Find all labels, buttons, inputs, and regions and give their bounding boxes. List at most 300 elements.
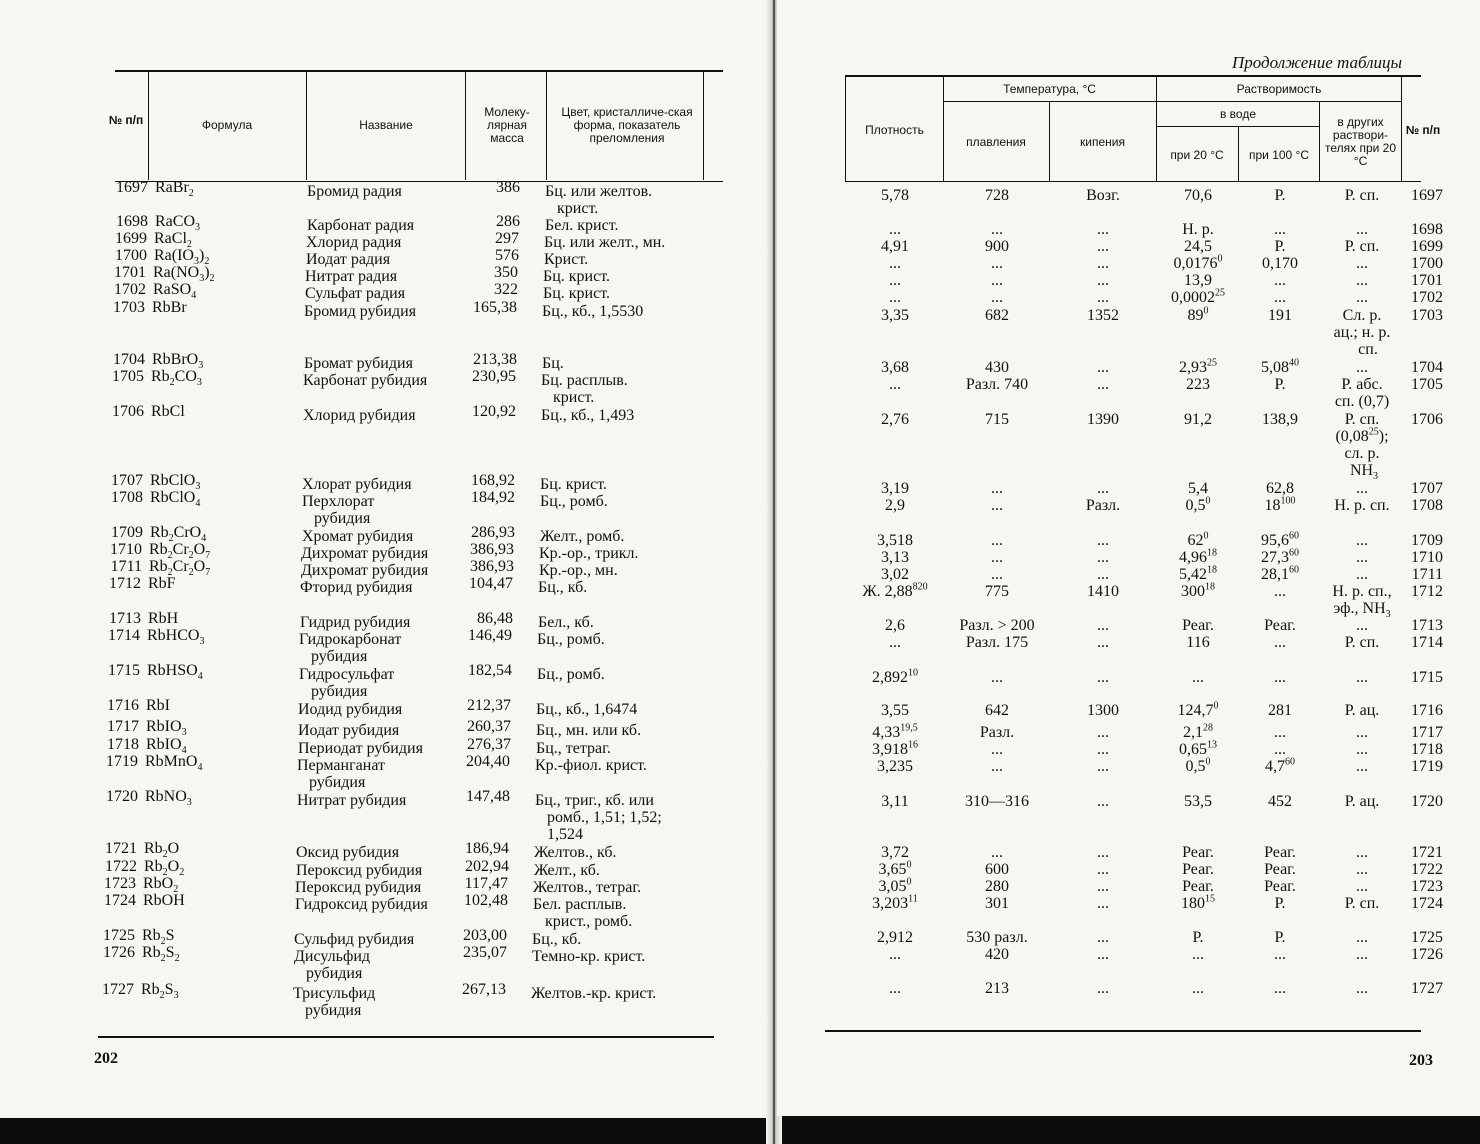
solubility-other-cell: ... bbox=[1356, 289, 1368, 306]
name-cell: Нитрат рубидия bbox=[297, 792, 407, 809]
boiling-cell: ... bbox=[1097, 566, 1109, 583]
solubility-100-cell: 0,170 bbox=[1262, 255, 1298, 272]
formula-cell: RbClO$_4$ bbox=[150, 489, 201, 510]
formula-cell: RbOH bbox=[143, 892, 185, 909]
formula-cell: RbHSO$_4$ bbox=[147, 662, 203, 683]
density-cell: ... bbox=[889, 289, 901, 306]
boiling-cell: ... bbox=[1097, 376, 1109, 393]
name-cell: Оксид рубидия bbox=[296, 844, 400, 861]
boiling-cell: ... bbox=[1097, 980, 1109, 997]
color-cell: Бц. расплыв. крист. bbox=[541, 372, 628, 406]
melting-cell: 280 bbox=[985, 878, 1009, 895]
mass-cell: 203,00 bbox=[463, 927, 507, 944]
row-number: 1705 bbox=[112, 368, 144, 385]
formula-cell: RbF bbox=[148, 575, 176, 592]
mass-cell: 104,47 bbox=[469, 575, 513, 592]
row-number-right: 1718 bbox=[1411, 741, 1443, 758]
mass-cell: 182,54 bbox=[468, 662, 512, 679]
formula-cell: RbI bbox=[146, 697, 170, 714]
row-number: 1727 bbox=[102, 981, 134, 998]
header-formula: Формула bbox=[201, 117, 253, 132]
melting-cell: ... bbox=[991, 758, 1003, 775]
melting-cell: ... bbox=[991, 289, 1003, 306]
boiling-cell: ... bbox=[1097, 549, 1109, 566]
formula-cell: RaCl$_2$ bbox=[154, 230, 192, 251]
name-cell: Пероксид рубидия bbox=[295, 879, 422, 896]
color-cell: Бц., тетраг. bbox=[536, 740, 611, 757]
solubility-20-cell: Реаг. bbox=[1182, 617, 1214, 634]
formula-cell: $Rb_2Cr_2O_7$ bbox=[149, 558, 211, 579]
density-cell: 3,19 bbox=[881, 480, 909, 497]
melting-cell: ... bbox=[991, 255, 1003, 272]
solubility-20-cell: ... bbox=[1192, 669, 1204, 686]
name-cell: Хромат рубидия bbox=[302, 528, 414, 545]
header-name: Название bbox=[359, 117, 413, 132]
melting-cell: ... bbox=[991, 741, 1003, 758]
solubility-other-cell: Р. абс. сп. (0,7) bbox=[1334, 376, 1390, 410]
row-number-right: 1702 bbox=[1411, 289, 1443, 306]
mass-cell: 117,47 bbox=[464, 875, 508, 892]
melting-cell: 775 bbox=[985, 583, 1009, 600]
solubility-20-cell: 223 bbox=[1186, 376, 1210, 393]
formula-cell: RbIO$_3$ bbox=[146, 718, 187, 739]
solubility-100-cell: ... bbox=[1274, 669, 1286, 686]
mass-cell: 147,48 bbox=[466, 788, 510, 805]
row-number: 1702 bbox=[114, 281, 146, 298]
row-number-right: 1701 bbox=[1411, 272, 1443, 289]
header-at-100: при 100 °С bbox=[1248, 147, 1310, 162]
row-number: 1699 bbox=[115, 230, 147, 247]
solubility-other-cell: Р. сп. bbox=[1344, 238, 1380, 255]
mass-cell: 120,92 bbox=[472, 403, 516, 420]
solubility-100-cell: Реаг. bbox=[1264, 617, 1296, 634]
formula-cell: RaBr$_2$ bbox=[155, 179, 194, 200]
melting-cell: 682 bbox=[985, 307, 1009, 324]
header-in-water: в воде bbox=[1219, 106, 1257, 121]
name-cell: Перхлорат рубидия bbox=[302, 493, 375, 527]
header-bottom-rule-right bbox=[845, 181, 1421, 182]
color-cell: Желтов., тетраг. bbox=[533, 879, 642, 896]
boiling-cell: 1352 bbox=[1087, 307, 1119, 324]
header-top-rule bbox=[115, 70, 723, 72]
row-number-right: 1716 bbox=[1411, 702, 1443, 719]
solubility-other-cell: ... bbox=[1356, 221, 1368, 238]
name-cell: Хлорид радия bbox=[306, 234, 402, 251]
row-number-right: 1706 bbox=[1411, 411, 1443, 428]
color-cell: Бц. крист. bbox=[543, 285, 610, 302]
melting-cell: 310—316 bbox=[965, 793, 1029, 810]
boiling-cell: ... bbox=[1097, 255, 1109, 272]
density-cell: 3,35 bbox=[881, 307, 909, 324]
solubility-other-cell: ... bbox=[1356, 724, 1368, 741]
solubility-20-cell: 0,0002$^{25}$ bbox=[1171, 287, 1225, 306]
mass-cell: 297 bbox=[495, 230, 519, 247]
header-at-20: при 20 °С bbox=[1170, 147, 1224, 162]
row-number-right: 1704 bbox=[1411, 359, 1443, 376]
row-number: 1706 bbox=[112, 403, 144, 420]
row-number-right: 1705 bbox=[1411, 376, 1443, 393]
density-cell: 3,72 bbox=[881, 844, 909, 861]
name-cell: Хлорат рубидия bbox=[302, 476, 412, 493]
solubility-100-cell: $4,7^{60}$ bbox=[1265, 756, 1295, 775]
row-number: 1715 bbox=[108, 662, 140, 679]
solubility-20-cell: $180^{15}$ bbox=[1181, 893, 1215, 912]
melting-cell: ... bbox=[991, 549, 1003, 566]
melting-cell: 430 bbox=[985, 359, 1009, 376]
formula-cell: RbH bbox=[148, 610, 179, 627]
solubility-other-cell: ... bbox=[1356, 549, 1368, 566]
solubility-other-cell: ... bbox=[1356, 480, 1368, 497]
density-cell: Ж. 2,88$^{820}$ bbox=[862, 581, 928, 600]
melting-cell: ... bbox=[991, 669, 1003, 686]
color-cell: Кр.-ор., трикл. bbox=[539, 545, 639, 562]
melting-cell: ... bbox=[991, 480, 1003, 497]
formula-cell: $Rb_2S_2$ bbox=[142, 944, 180, 965]
solubility-100-cell: ... bbox=[1274, 741, 1286, 758]
row-number-right: 1722 bbox=[1411, 861, 1443, 878]
color-cell: Бц., ромб. bbox=[537, 631, 605, 648]
solubility-100-cell: 27,3$^{60}$ bbox=[1261, 547, 1299, 566]
row-number-right: 1699 bbox=[1411, 238, 1443, 255]
row-number: 1721 bbox=[105, 840, 137, 857]
row-number-right: 1717 bbox=[1411, 724, 1443, 741]
solubility-other-cell: ... bbox=[1356, 980, 1368, 997]
formula-cell: RbHCO$_3$ bbox=[147, 627, 205, 648]
header-num-right: № п/п bbox=[1405, 122, 1441, 137]
mass-cell: 168,92 bbox=[471, 472, 515, 489]
row-number-right: 1720 bbox=[1411, 793, 1443, 810]
boiling-cell: ... bbox=[1097, 861, 1109, 878]
row-number-right: 1727 bbox=[1411, 980, 1443, 997]
formula-cell: $Rb_2S_3$ bbox=[141, 981, 179, 1002]
row-number: 1703 bbox=[113, 299, 145, 316]
row-number-right: 1708 bbox=[1411, 497, 1443, 514]
solubility-20-cell: $300^{18}$ bbox=[1181, 581, 1215, 600]
boiling-cell: ... bbox=[1097, 532, 1109, 549]
solubility-other-cell: Р. ац. bbox=[1344, 702, 1380, 719]
mass-cell: 165,38 bbox=[473, 299, 517, 316]
solubility-100-cell: Реаг. bbox=[1264, 861, 1296, 878]
density-cell: 3,518 bbox=[877, 532, 913, 549]
solubility-other-cell: ... bbox=[1356, 861, 1368, 878]
color-cell: Бц., триг., кб. или ромб., 1,51; 1,52; 1,524 bbox=[535, 792, 662, 843]
row-number-right: 1715 bbox=[1411, 669, 1443, 686]
boiling-cell: 1300 bbox=[1087, 702, 1119, 719]
melting-cell: 600 bbox=[985, 861, 1009, 878]
formula-cell: $Ra(IO_3)_2$ bbox=[154, 247, 210, 268]
solubility-other-cell: Н. р. сп. bbox=[1334, 497, 1390, 514]
right-page bbox=[777, 0, 1480, 1116]
color-cell: Бц., кб., 1,5530 bbox=[542, 303, 644, 320]
formula-cell: $Rb_2O_2$ bbox=[144, 858, 185, 879]
table-bottom-rule bbox=[98, 1036, 714, 1038]
name-cell: Гидрид рубидия bbox=[300, 614, 411, 631]
row-number: 1701 bbox=[114, 264, 146, 281]
solubility-20-cell: 5,4 bbox=[1188, 480, 1208, 497]
solubility-100-cell: Р. bbox=[1274, 187, 1286, 204]
color-cell: Крист. bbox=[544, 251, 589, 268]
formula-cell: RbBrO$_3$ bbox=[152, 351, 204, 372]
table-bottom-rule-right bbox=[825, 1030, 1421, 1032]
name-cell: Бромид рубидия bbox=[304, 303, 417, 320]
solubility-100-cell: Р. bbox=[1274, 929, 1286, 946]
name-cell: Гидрокарбонат рубидия bbox=[299, 631, 402, 665]
color-cell: Бц., кб. bbox=[532, 931, 582, 948]
row-number-right: 1714 bbox=[1411, 634, 1443, 651]
row-number: 1724 bbox=[104, 892, 136, 909]
mass-cell: 186,94 bbox=[465, 840, 509, 857]
color-cell: Бц. крист. bbox=[540, 476, 607, 493]
melting-cell: ... bbox=[991, 221, 1003, 238]
mass-cell: 213,38 bbox=[473, 351, 517, 368]
name-cell: Карбонат рубидия bbox=[303, 372, 428, 389]
row-number-right: 1709 bbox=[1411, 532, 1443, 549]
solubility-100-cell: Р. bbox=[1274, 238, 1286, 255]
boiling-cell: ... bbox=[1097, 634, 1109, 651]
formula-cell: $Rb_2Cr_2O_7$ bbox=[149, 541, 211, 562]
header-density: Плотность bbox=[865, 122, 924, 137]
solubility-100-cell: 28,1$^{60}$ bbox=[1261, 564, 1299, 583]
color-cell: Бел. крист. bbox=[545, 217, 619, 234]
melting-cell: ... bbox=[991, 272, 1003, 289]
color-cell: Бц. bbox=[542, 355, 564, 372]
solubility-other-cell: Сл. р. ац.; н. р. сп. bbox=[1333, 307, 1391, 358]
row-number: 1711 bbox=[110, 558, 142, 575]
formula-cell: RbBr bbox=[152, 299, 187, 316]
melting-cell: ... bbox=[991, 497, 1003, 514]
density-cell: 2,6 bbox=[885, 617, 905, 634]
formula-cell: RbNO$_3$ bbox=[145, 788, 192, 809]
row-number: 1720 bbox=[106, 788, 138, 805]
header-solubility: Растворимость bbox=[1236, 81, 1322, 96]
name-cell: Бромид радия bbox=[307, 183, 402, 200]
name-cell: Гидросульфат рубидия bbox=[299, 666, 395, 700]
name-cell: Сульфат радия bbox=[305, 285, 406, 302]
mass-cell: 276,37 bbox=[467, 736, 511, 753]
solubility-100-cell: ... bbox=[1274, 946, 1286, 963]
formula-cell: $Rb_2CO_3$ bbox=[151, 368, 202, 389]
boiling-cell: ... bbox=[1097, 724, 1109, 741]
solubility-other-cell: ... bbox=[1356, 272, 1368, 289]
solubility-other-cell: Р. сп. (0,08$^{25}$); сл. р. $NH_3$ bbox=[1335, 411, 1389, 483]
boiling-cell: ... bbox=[1097, 359, 1109, 376]
solubility-other-cell: Р. сп. bbox=[1344, 187, 1380, 204]
solubility-20-cell: ... bbox=[1192, 946, 1204, 963]
solubility-100-cell: 138,9 bbox=[1262, 411, 1298, 428]
mass-cell: 386 bbox=[496, 179, 520, 196]
solubility-other-cell: ... bbox=[1356, 566, 1368, 583]
density-cell: 2,892$^{10}$ bbox=[872, 667, 918, 686]
density-cell: 3,65$^0$ bbox=[878, 859, 912, 878]
solubility-100-cell: Р. bbox=[1274, 376, 1286, 393]
solubility-20-cell: $62^0$ bbox=[1187, 530, 1209, 549]
solubility-other-cell: ... bbox=[1356, 255, 1368, 272]
formula-cell: $Rb_2CrO_4$ bbox=[150, 524, 207, 545]
boiling-cell: ... bbox=[1097, 272, 1109, 289]
density-cell: 2,912 bbox=[877, 929, 913, 946]
row-number: 1710 bbox=[110, 541, 142, 558]
row-number-right: 1700 bbox=[1411, 255, 1443, 272]
solubility-20-cell: $89^0$ bbox=[1187, 305, 1209, 324]
solubility-other-cell: ... bbox=[1356, 929, 1368, 946]
solubility-100-cell: 281 bbox=[1268, 702, 1292, 719]
continuation-caption: Продолжение таблицы bbox=[1232, 53, 1403, 72]
melting-cell: 642 bbox=[985, 702, 1009, 719]
density-cell: 3,918$^{16}$ bbox=[872, 739, 918, 758]
solubility-other-cell: ... bbox=[1356, 532, 1368, 549]
formula-cell: RaCO$_3$ bbox=[155, 213, 200, 234]
solubility-100-cell: Реаг. bbox=[1264, 878, 1296, 895]
density-cell: 5,78 bbox=[881, 187, 909, 204]
color-cell: Бц. или желт., мн. bbox=[544, 234, 666, 251]
row-number: 1723 bbox=[104, 875, 136, 892]
row-number: 1712 bbox=[109, 575, 141, 592]
page-number-right: 203 bbox=[1409, 1052, 1433, 1069]
boiling-cell: ... bbox=[1097, 878, 1109, 895]
density-cell: ... bbox=[889, 221, 901, 238]
solubility-other-cell: Н. р. сп., эф., $NH_3$ bbox=[1332, 583, 1392, 621]
formula-cell: RbClO$_3$ bbox=[150, 472, 201, 493]
name-cell: Дисульфид рубидия bbox=[294, 948, 371, 982]
melting-cell: Разл. 175 bbox=[965, 634, 1029, 651]
melting-cell: Разл. bbox=[979, 724, 1015, 741]
boiling-cell: ... bbox=[1097, 895, 1109, 912]
boiling-cell: 1410 bbox=[1087, 583, 1119, 600]
color-cell: Бц., кб., 1,493 bbox=[541, 407, 635, 424]
solubility-20-cell: Реаг. bbox=[1182, 861, 1214, 878]
row-number-right: 1724 bbox=[1411, 895, 1443, 912]
solubility-20-cell: 13,9 bbox=[1184, 272, 1212, 289]
row-number: 1716 bbox=[107, 697, 139, 714]
header-boiling: кипения bbox=[1080, 134, 1125, 149]
mass-cell: 102,48 bbox=[464, 892, 508, 909]
name-cell: Хлорид рубидия bbox=[303, 407, 416, 424]
density-cell: ... bbox=[889, 980, 901, 997]
density-cell: 3,02 bbox=[881, 566, 909, 583]
solubility-100-cell: ... bbox=[1274, 221, 1286, 238]
solubility-100-cell: Реаг. bbox=[1264, 844, 1296, 861]
density-cell: 3,05$^0$ bbox=[878, 876, 912, 895]
boiling-cell: ... bbox=[1097, 617, 1109, 634]
solubility-other-cell: ... bbox=[1356, 669, 1368, 686]
color-cell: Бц. крист. bbox=[543, 268, 610, 285]
mass-cell: 184,92 bbox=[471, 489, 515, 506]
color-cell: Темно-кр. крист. bbox=[532, 948, 646, 965]
formula-cell: RbIO$_4$ bbox=[146, 736, 187, 757]
melting-cell: Разл. 740 bbox=[965, 376, 1029, 393]
mass-cell: 260,37 bbox=[467, 718, 511, 735]
formula-cell: $Rb_2O$ bbox=[144, 840, 180, 861]
row-number-right: 1713 bbox=[1411, 617, 1443, 634]
solubility-20-cell: 0,0176$^0$ bbox=[1173, 253, 1223, 272]
solubility-20-cell: $0,5^0$ bbox=[1185, 495, 1211, 514]
melting-cell: 213 bbox=[985, 980, 1009, 997]
row-number: 1709 bbox=[111, 524, 143, 541]
solubility-20-cell: 70,6 bbox=[1184, 187, 1212, 204]
row-number-right: 1711 bbox=[1411, 566, 1443, 583]
color-cell: Кр.-ор., мн. bbox=[539, 562, 618, 579]
density-cell: 3,11 bbox=[881, 793, 909, 810]
row-number-right: 1725 bbox=[1411, 929, 1443, 946]
row-number: 1708 bbox=[111, 489, 143, 506]
mass-cell: 267,13 bbox=[462, 981, 506, 998]
solubility-other-cell: ... bbox=[1356, 617, 1368, 634]
header-temperature: Температура, °С bbox=[1003, 81, 1096, 96]
boiling-cell: ... bbox=[1097, 669, 1109, 686]
color-cell: Желтов.-кр. крист. bbox=[531, 985, 657, 1002]
boiling-cell: ... bbox=[1097, 929, 1109, 946]
formula-cell: RaSO$_4$ bbox=[153, 281, 197, 302]
color-cell: Бц., кб. bbox=[538, 579, 588, 596]
row-number-right: 1703 bbox=[1411, 307, 1443, 324]
melting-cell: 728 bbox=[985, 187, 1009, 204]
solubility-20-cell: 53,5 bbox=[1184, 793, 1212, 810]
density-cell: 2,76 bbox=[881, 411, 909, 428]
row-number-right: 1726 bbox=[1411, 946, 1443, 963]
row-number: 1700 bbox=[115, 247, 147, 264]
row-number: 1697 bbox=[116, 179, 148, 196]
color-cell: Желтов., кб. bbox=[534, 844, 617, 861]
row-number: 1707 bbox=[111, 472, 143, 489]
density-cell: 4,91 bbox=[881, 238, 909, 255]
boiling-cell: 1390 bbox=[1087, 411, 1119, 428]
solubility-100-cell: ... bbox=[1274, 980, 1286, 997]
solubility-20-cell: $2,1^{28}$ bbox=[1183, 722, 1213, 741]
row-number: 1717 bbox=[107, 718, 139, 735]
melting-cell: Разл. > 200 bbox=[959, 617, 1035, 634]
name-cell: Дихромат рубидия bbox=[301, 545, 429, 562]
row-number-right: 1710 bbox=[1411, 549, 1443, 566]
formula-cell: RbO$_2$ bbox=[143, 875, 179, 896]
mass-cell: 386,93 bbox=[470, 558, 514, 575]
solubility-20-cell: 2,93$^{25}$ bbox=[1179, 357, 1217, 376]
name-cell: Иодат радия bbox=[306, 251, 391, 268]
melting-cell: 530 разл. bbox=[966, 929, 1028, 946]
melting-cell: 420 bbox=[985, 946, 1009, 963]
boiling-cell: Возг. bbox=[1086, 187, 1120, 204]
solubility-20-cell: 4,96$^{18}$ bbox=[1179, 547, 1217, 566]
density-cell: ... bbox=[889, 272, 901, 289]
formula-cell: $Rb_2S$ bbox=[142, 927, 175, 948]
color-cell: Бц., мн. или кб. bbox=[536, 722, 642, 739]
mass-cell: 235,07 bbox=[463, 944, 507, 961]
solubility-20-cell: 116 bbox=[1186, 634, 1210, 651]
color-cell: Бц. или желтов. крист. bbox=[545, 183, 653, 217]
solubility-20-cell: Н. р. bbox=[1182, 221, 1214, 238]
row-number: 1722 bbox=[105, 858, 137, 875]
solubility-20-cell: 24,5 bbox=[1184, 238, 1212, 255]
melting-cell: 715 bbox=[985, 411, 1009, 428]
mass-cell: 202,94 bbox=[465, 858, 509, 875]
name-cell: Трисульфид рубидия bbox=[293, 985, 376, 1019]
solubility-20-cell: 91,2 bbox=[1184, 411, 1212, 428]
row-number-right: 1707 bbox=[1411, 480, 1443, 497]
boiling-cell: ... bbox=[1097, 793, 1109, 810]
name-cell: Фторид рубидия bbox=[300, 579, 413, 596]
solubility-20-cell: Р. bbox=[1192, 929, 1204, 946]
header-melting: плавления bbox=[966, 134, 1026, 149]
solubility-100-cell: 62,8 bbox=[1266, 480, 1294, 497]
density-cell: 3,55 bbox=[881, 702, 909, 719]
row-number-right: 1723 bbox=[1411, 878, 1443, 895]
boiling-cell: Разл. bbox=[1085, 497, 1121, 514]
name-cell: Бромат рубидия bbox=[304, 355, 413, 372]
row-number: 1698 bbox=[116, 213, 148, 230]
name-cell: Перманганат рубидия bbox=[297, 757, 385, 791]
solubility-other-cell: ... bbox=[1356, 758, 1368, 775]
solubility-100-cell: 452 bbox=[1268, 793, 1292, 810]
solubility-20-cell: $0,5^0$ bbox=[1185, 756, 1211, 775]
